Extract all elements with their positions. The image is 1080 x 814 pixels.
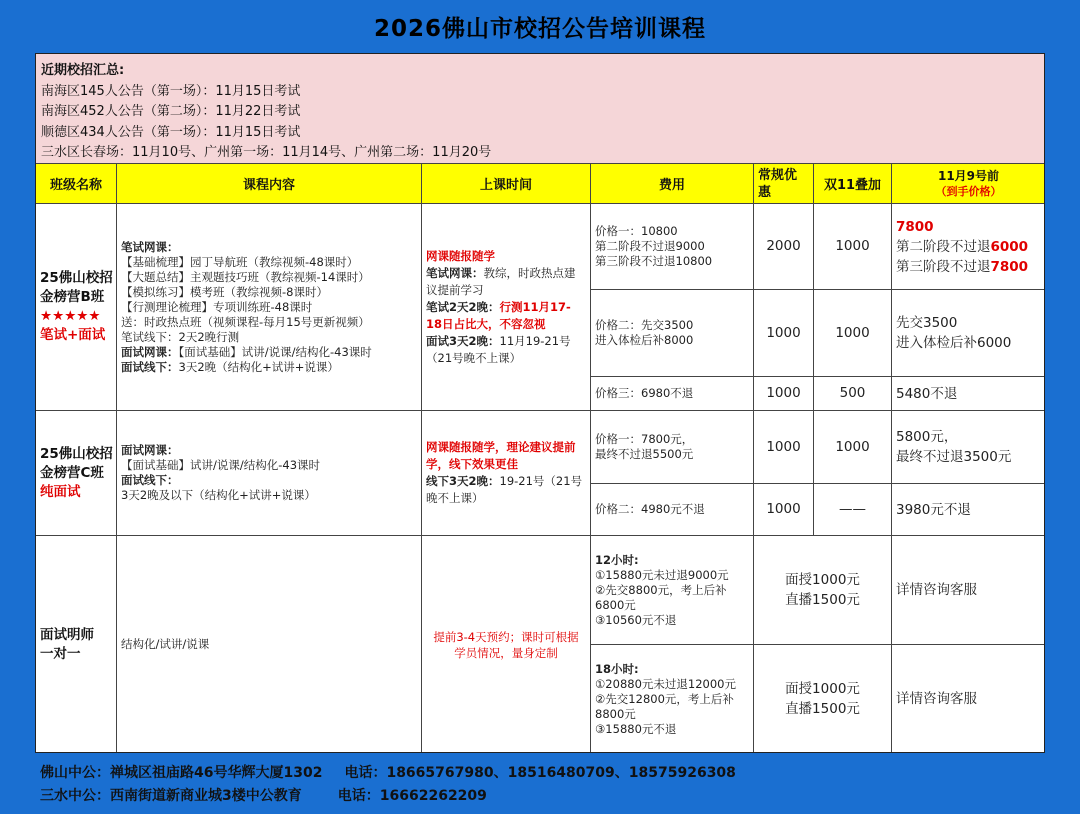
class-b-price-3-double11: 500 — [814, 377, 892, 411]
summary-line: 三水区长春场：11月10号、广州第一场：11月14号、广州第二场：11月20号 — [41, 145, 492, 160]
title-bar — [0, 0, 1080, 52]
text-line: 【基础梳理】园丁导航班（教综视频-48课时） — [121, 254, 359, 269]
price-title: 18小时: — [595, 661, 639, 676]
final-line: 先交3500 — [896, 315, 958, 331]
class-b-price-1-double11: 1000 — [814, 204, 892, 290]
final-line: 进入体检后补6000 — [896, 335, 1012, 351]
fee-line: ②先交12800元，考上后补8800元 — [595, 691, 734, 721]
class-b-name — [36, 204, 117, 411]
fee-line: ③10560元不退 — [595, 612, 677, 627]
class-b-price-1-regular: 2000 — [754, 204, 814, 290]
text-line: 面试网课：【面试基础】试讲/说课/结构化-43课时 — [121, 344, 372, 359]
text-line: 面试3天2晚：11月19-21号（21号晚不上课） — [426, 333, 571, 365]
final-line: 3980元不退 — [896, 501, 971, 518]
class-c-tag: 纯面试 — [40, 483, 81, 500]
class-d-schedule — [422, 536, 591, 753]
class-b-price-3-final — [892, 377, 1045, 411]
class-c-schedule — [422, 411, 591, 536]
class-c-content — [117, 411, 422, 536]
class-d-name-1: 面试明师 — [40, 626, 94, 643]
class-d-price-1-fee — [591, 536, 754, 645]
footer-line-foshan — [40, 762, 736, 782]
class-d-price-2-discount — [754, 645, 892, 753]
footer-address: 西南街道新商业城3楼中公教育 — [110, 788, 302, 804]
header-class-name: 班级名称 — [36, 164, 117, 204]
summary-line: 南海区452人公告（第二场）：11月22日考试 — [41, 104, 301, 119]
class-c-name — [36, 411, 117, 536]
class-b-price-2-double11: 1000 — [814, 290, 892, 377]
fee-line: 价格二：先交3500 — [595, 318, 694, 332]
fee-line: 第三阶段不过退10800 — [595, 254, 713, 268]
class-c-price-2-regular: 1000 — [754, 484, 814, 536]
discount-line: 面授1000元 — [785, 572, 860, 588]
footer-tel: 16662262209 — [379, 788, 487, 804]
class-c-price-2-double11: —— — [814, 484, 892, 536]
footer-tel-label: 电话： — [344, 765, 387, 781]
header-regular-discount — [754, 164, 814, 204]
class-d-price-1-final — [892, 536, 1045, 645]
final-line: 5800元， — [896, 429, 958, 445]
class-d-name — [36, 536, 117, 753]
course-table — [35, 53, 1045, 753]
footer-label: 佛山中公： — [40, 765, 110, 781]
text-line: 面试网课： — [121, 443, 179, 457]
text-line: 【模拟练习】模考班（教综视频-8课时） — [121, 284, 328, 299]
class-b-price-3-fee: 价格三：6980不退 — [591, 377, 754, 411]
discount-line: 面授1000元 — [785, 681, 860, 697]
final-price: 7800 — [896, 218, 934, 235]
price-title: 12小时: — [595, 552, 639, 567]
class-d-content: 结构化/试讲/说课 — [117, 536, 422, 753]
fee-line: ①20880元未过退12000元 — [595, 676, 736, 691]
final-value: 6000 — [990, 238, 1029, 255]
class-b-price-2-regular: 1000 — [754, 290, 814, 377]
text-line: 笔试2天2晚：行测11月17-18日占比大，不容忽视 — [426, 299, 571, 331]
text-line: 笔试网课：教综，时政热点建议提前学习 — [426, 265, 576, 297]
final-label: 第三阶段不过退 — [896, 258, 991, 275]
class-c-price-2-final — [892, 484, 1045, 536]
class-b-stars: ★★★★★ — [40, 308, 101, 324]
footer-tel: 18665767980、18516480709、18575926308 — [386, 765, 736, 781]
class-c-price-1-double11: 1000 — [814, 411, 892, 484]
summary-line: 顺德区434人公告（第一场）：11月15日考试 — [41, 124, 301, 140]
class-c-price-2-fee: 价格二：4980元不退 — [591, 484, 754, 536]
class-b-name-2: 金榜营B班 — [40, 289, 105, 305]
class-d-price-1-discount — [754, 536, 892, 645]
class-c-name-1: 25佛山校招 — [40, 445, 113, 462]
text-line: 【行测理论梳理】专项训练班-48课时 — [121, 299, 313, 314]
text-line: 【大题总结】主观题技巧班（教综视频-14课时） — [121, 269, 370, 284]
header-fee: 费用 — [591, 164, 754, 204]
final-value: 7800 — [990, 258, 1029, 275]
text-line: 面试线下：3天2晚（结构化+试讲+说课） — [121, 359, 339, 374]
footer-address: 禅城区祖庙路46号华辉大厦1302 — [110, 765, 323, 781]
text-line: 面试线下： — [121, 473, 179, 487]
class-b-price-2-final — [892, 290, 1045, 377]
discount-line: 直播1500元 — [785, 592, 860, 608]
class-c-price-1-regular: 1000 — [754, 411, 814, 484]
class-b-tag: 笔试+面试 — [40, 327, 106, 343]
header-final-2: （到手价格） — [935, 184, 1002, 198]
class-d-price-2-final — [892, 645, 1045, 753]
text-line: 送：时政热点班（视频课程-每月15号更新视频） — [121, 314, 370, 329]
header-final-1: 11月9号前 — [937, 168, 1000, 183]
header-content: 课程内容 — [117, 164, 422, 204]
class-b-content — [117, 204, 422, 411]
final-line: 最终不过退3500元 — [896, 449, 1012, 465]
text-line: 网课随报随学 — [426, 248, 495, 263]
footer-tel-label: 电话： — [337, 788, 380, 804]
header-regular-2: 惠 — [758, 184, 772, 200]
fee-line: ②先交8800元，考上后补6800元 — [595, 582, 727, 612]
text-line: 网课随报随学，理论建议提前学，线下效果更佳 — [426, 440, 576, 471]
fee-line: 最终不过退5500元 — [595, 447, 694, 461]
fee-line: ③15880元不退 — [595, 721, 677, 736]
text-line: 笔试网课： — [121, 239, 179, 254]
fee-line: 第二阶段不过退9000 — [595, 239, 705, 253]
final-label: 第二阶段不过退 — [896, 238, 991, 255]
class-b-price-3-regular: 1000 — [754, 377, 814, 411]
footer-label: 三水中公： — [40, 788, 110, 804]
class-c-price-1-final — [892, 411, 1045, 484]
class-d-name-2: 一对一 — [40, 645, 81, 662]
summary-line: 南海区145人公告（第一场）：11月15日考试 — [41, 83, 301, 99]
class-b-price-1-final — [892, 204, 1045, 290]
schedule-text: 提前3-4天预约；课时可根据学员情况，量身定制 — [433, 629, 579, 660]
class-b-schedule — [422, 204, 591, 411]
fee-line: 价格一：7800元， — [595, 432, 694, 446]
page-title: 2026佛山市校招公告培训课程 — [373, 15, 706, 42]
text-line: 【面试基础】试讲/说课/结构化-43课时 — [121, 458, 321, 472]
class-b-price-1-fee — [591, 204, 754, 290]
text-line: 线下3天2晚：19-21号（21号晚不上课） — [426, 474, 583, 505]
final-line: 5480不退 — [896, 385, 958, 402]
class-c-name-2: 金榜营C班 — [40, 464, 104, 481]
discount-line: 直播1500元 — [785, 701, 860, 717]
exam-summary — [36, 54, 1045, 164]
summary-title: 近期校招汇总: — [41, 63, 125, 78]
header-double11: 双11叠加 — [814, 164, 892, 204]
fee-line: 进入体检后补8000 — [595, 333, 694, 347]
header-final-price — [892, 164, 1045, 204]
class-c-price-1-fee — [591, 411, 754, 484]
class-d-price-2-fee — [591, 645, 754, 753]
text-line: 笔试线下：2天2晚行测 — [121, 329, 240, 344]
header-regular-1: 常规优 — [758, 167, 798, 183]
footer-line-sanshui — [40, 785, 487, 805]
header-schedule: 上课时间 — [422, 164, 591, 204]
fee-line: ①15880元未过退9000元 — [595, 567, 729, 582]
class-b-price-2-fee — [591, 290, 754, 377]
class-b-name-1: 25佛山校招 — [40, 270, 113, 286]
text-line: 3天2晚及以下（结构化+试讲+说课） — [121, 488, 316, 502]
final-line: 详情咨询客服 — [896, 691, 977, 707]
fee-line: 价格一：10800 — [595, 224, 678, 238]
final-line: 详情咨询客服 — [896, 582, 977, 598]
